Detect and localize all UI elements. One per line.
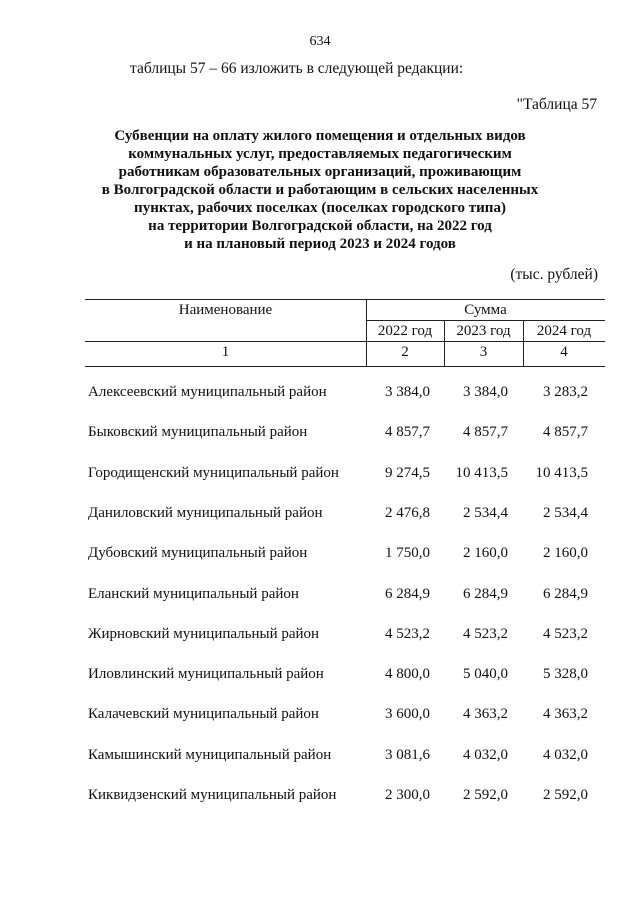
table-row-name: Дубовский муниципальный район: [88, 545, 308, 561]
table-row-value: 6 284,9: [385, 586, 430, 602]
table-row-value: 1 750,0: [385, 545, 430, 561]
col-number: 1: [221, 344, 230, 360]
table-row-name: Еланский муниципальный район: [88, 586, 299, 602]
table-row-value: 10 413,5: [455, 465, 508, 481]
table-row-value: 3 600,0: [385, 706, 430, 722]
table-row-value: 4 363,2: [543, 706, 588, 722]
title-line: коммунальных услуг, предоставляемых педагогическим: [128, 146, 512, 162]
table-row-name: Даниловский муниципальный район: [88, 505, 323, 521]
table-row-value: 10 413,5: [535, 465, 588, 481]
title-line: и на плановый период 2023 и 2024 годов: [184, 236, 456, 252]
table-row-name: Иловлинский муниципальный район: [88, 666, 324, 682]
table-row-value: 4 857,7: [385, 424, 430, 440]
title-line: пунктах, рабочих поселках (поселках городского типа): [134, 200, 506, 216]
title-line: на территории Волгоградской области, на 2022 год: [148, 218, 492, 234]
unit-label: (тыс. рублей): [510, 266, 598, 283]
table-row-value: 4 523,2: [463, 626, 508, 642]
header-year-2023: 2023 год: [456, 323, 511, 339]
table-row-name: Алексеевский муниципальный район: [88, 384, 327, 400]
table-row-value: 5 328,0: [543, 666, 588, 682]
table-row-value: 4 857,7: [463, 424, 508, 440]
table-row-value: 2 300,0: [385, 787, 430, 803]
table-row-value: 2 476,8: [385, 505, 430, 521]
table-row-value: 6 284,9: [543, 586, 588, 602]
table-row-value: 4 032,0: [463, 747, 508, 763]
col-number: 2: [401, 344, 409, 360]
intro-text: таблицы 57 – 66 изложить в следующей редакции:: [130, 60, 464, 77]
table-row-value: 3 283,2: [543, 384, 588, 400]
table-row-value: 4 032,0: [543, 747, 588, 763]
table-row-value: 9 274,5: [385, 465, 430, 481]
title-line: Субвенции на оплату жилого помещения и отдельных видов: [114, 128, 526, 144]
table-row-value: 4 857,7: [543, 424, 588, 440]
table-row-value: 3 081,6: [385, 747, 430, 763]
table-row-value: 2 592,0: [463, 787, 508, 803]
table-row-value: 2 534,4: [543, 505, 588, 521]
table-row-name: Быковский муниципальный район: [88, 424, 308, 440]
table-row-value: 2 160,0: [463, 545, 508, 561]
table-row-value: 2 534,4: [463, 505, 508, 521]
header-sum: Сумма: [464, 302, 507, 318]
header-year-2024: 2024 год: [536, 323, 592, 339]
table-row-value: 3 384,0: [385, 384, 430, 400]
title-line: работникам образовательных организаций, проживающим: [118, 164, 522, 180]
table-row-value: 3 384,0: [463, 384, 508, 400]
table-row-value: 4 523,2: [385, 626, 430, 642]
table-row-name: Жирновский муниципальный район: [88, 626, 320, 642]
header-year-2022: 2022 год: [377, 323, 433, 339]
table-row-value: 4 800,0: [385, 666, 430, 682]
table-row-name: Городищенский муниципальный район: [88, 465, 339, 481]
table-row-name: Калачевский муниципальный район: [88, 706, 319, 722]
table-row-name: Киквидзенский муниципальный район: [88, 787, 337, 803]
table-row-value: 4 363,2: [463, 706, 508, 722]
table-row-value: 2 592,0: [543, 787, 588, 803]
table-row-value: 6 284,9: [463, 586, 508, 602]
table-row-name: Камышинский муниципальный район: [88, 747, 332, 763]
table-row-value: 4 523,2: [543, 626, 588, 642]
header-name: Наименование: [178, 302, 273, 318]
col-number: 4: [560, 344, 568, 360]
col-number: 3: [479, 344, 488, 360]
table-row-value: 2 160,0: [543, 545, 588, 561]
table-reference: "Таблица 57: [516, 96, 597, 113]
table-row-value: 5 040,0: [463, 666, 508, 682]
title-line: в Волгоградской области и работающим в сельских населенных: [101, 182, 539, 198]
page-number: 634: [309, 34, 331, 49]
